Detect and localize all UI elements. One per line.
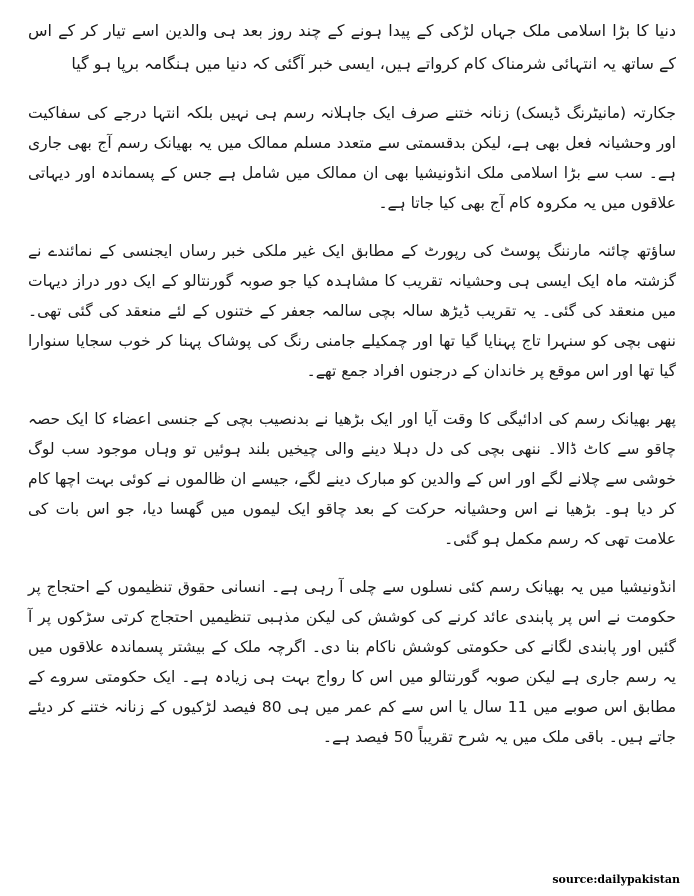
article-body <box>28 14 676 770</box>
source-credit: source:dailypakistan <box>552 873 680 886</box>
article-paragraph-intro: جکارتہ (مانیٹرنگ ڈیسک) زنانہ ختنے صرف ایک جاہلانہ رسم ہی نہیں بلکہ انتہا درجے کی سفاکیت اور وحشیانہ فعل بھی ہے، لیکن بدقسمتی سے متعدد مسلم ممالک میں یہ بھیانک رسم آج بھی جاری ہے۔ سب سے بڑا اسلامی ملک انڈونیشیا بھی ان ممالک میں شامل ہے جس کے پسماندہ اور دیہاتی علاقوں میں یہ مکروہ کام آج بھی کیا جاتا ہے۔ <box>28 104 676 212</box>
article-paragraph-ritual: پھر بھیانک رسم کی ادائیگی کا وقت آیا اور ایک بڑھیا نے بدنصیب بچی کے جنسی اعضاء کا ایک حصہ چاقو سے کاٹ ڈالا۔ ننھی بچی کی دل دہلا دینے والی چیخیں بلند ہوئیں تو وہاں موجود سب لوگ خوشی سے چلانے لگے اور اس کے والدین کو مبارک دینے لگے، جیسے ان ظالموں نے کوئی بہت اچھا کام کر دیا ہو۔ بڑھیا نے اس وحشیانہ حرکت کے بعد چاقو ایک لیموں میں گھسا دیا، جو اس بات کی علامت تھی کہ رسم مکمل ہو گئی۔ <box>28 410 676 548</box>
article-headline: دنیا کا بڑا اسلامی ملک جہاں لڑکی کے پیدا ہونے کے چند روز بعد ہی والدین اسے تیار کر کے اس کے ساتھ یہ انتہائی شرمناک کام کرواتے ہیں، ایسی خبر آگئی کہ دنیا میں ہنگامہ برپا ہو گیا <box>28 21 676 73</box>
article-paragraph-report: ساﺅتھ چائنہ مارننگ پوسٹ کی رپورٹ کے مطابق ایک غیر ملکی خبر رساں ایجنسی کے نمائندے نے گزشتہ ماہ ایک ایسی ہی وحشیانہ تقریب کا مشاہدہ کیا جو صوبہ گورنتالو کے ایک دور دراز دیہات میں منعقد کی گئی۔ یہ تقریب ڈیڑھ سالہ بچی سالمہ جعفر کے ختنوں کے لئے منعقد کی گئی تھی۔ ننھی بچی کو سنہرا تاج پہنایا گیا تھا اور چمکیلے جامنی رنگ کی پوشاک پہنا کر خوب سجایا سنوارا گیا تھا اور اس موقع پر خاندان کے درجنوں افراد جمع تھے۔ <box>28 242 676 380</box>
article-paragraph-background: انڈونیشیا میں یہ بھیانک رسم کئی نسلوں سے چلی آ رہی ہے۔ انسانی حقوق تنظیموں کے احتجاج پر حکومت نے اس پر پابندی عائد کرنے کی کوشش کی لیکن مذہبی تنظیمیں احتجاج کرتی سڑکوں پر آ گئیں اور پابندی لگانے کی حکومتی کوشش ناکام بنا دی۔ اگرچہ ملک کے بیشتر پسماندہ علاقوں میں یہ رسم جاری ہے لیکن صوبہ گورنتالو میں اس کا رواج بہت ہی زیادہ ہے۔ ایک حکومتی سروے کے مطابق اس صوبے میں 11 سال یا اس سے کم عمر میں ہی 80 فیصد لڑکیوں کے زنانہ ختنے کر دیئے جاتے ہیں۔ باقی ملک میں یہ شرح تقریباً 50 فیصد ہے۔ <box>28 578 676 746</box>
